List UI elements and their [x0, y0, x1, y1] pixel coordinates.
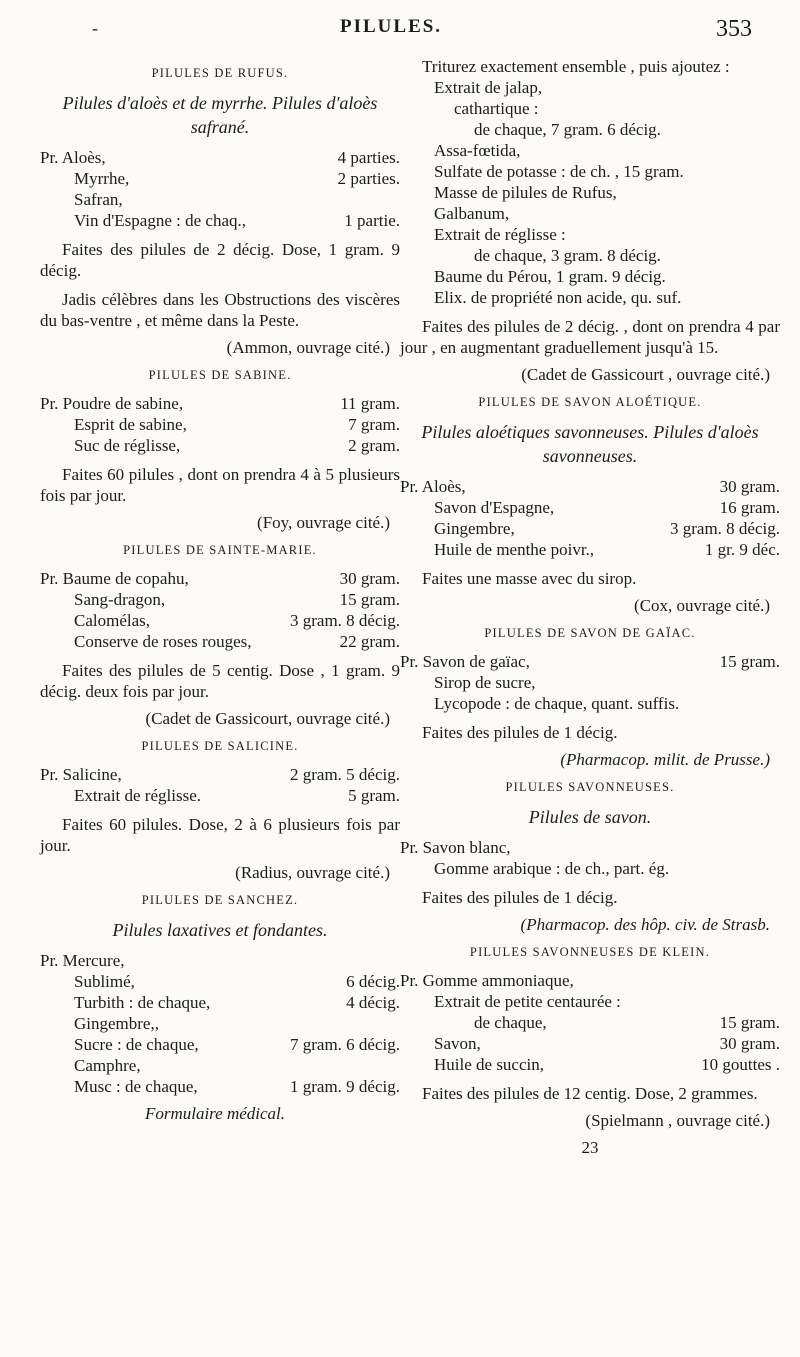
ingredient-line [40, 785, 400, 806]
section-savon-gaiac [400, 626, 780, 770]
ingredient-name: Gingembre, [434, 519, 515, 538]
section-title: PILULES SAVONNEUSES DE KLEIN. [469, 945, 711, 959]
ingredient-name: de chaque, 7 gram. 6 décig. [474, 120, 661, 139]
ingredient-name: Sublimé, [74, 972, 135, 991]
ingredient-name: Pr. Salicine, [40, 765, 122, 784]
ingredient-line [400, 98, 780, 119]
ingredient-name: Myrrhe, [74, 169, 130, 188]
paragraph: Faites une masse avec du sirop. [422, 569, 637, 588]
ingredient-name: Extrait de jalap, [434, 78, 543, 97]
ingredient-name: Baume du Pérou, 1 gram. 9 décig. [434, 267, 666, 286]
ingredient-qty: 4 décig. [346, 993, 400, 1012]
ingredient-qty: 7 gram. [348, 415, 400, 434]
ingredient-qty: 30 gram. [719, 1034, 780, 1053]
ingredient-line [400, 1012, 780, 1033]
ingredient-qty: 1 gr. 9 déc. [704, 540, 780, 559]
ingredient-line [400, 651, 780, 672]
ingredient-name: Suc de réglisse, [74, 436, 181, 455]
ingredient-name: Extrait de réglisse : [434, 225, 566, 244]
ingredient-qty: 11 gram. [340, 394, 400, 413]
ingredient-name: Camphre, [74, 1056, 141, 1075]
ingredient-line [400, 539, 780, 560]
section-sabine [40, 368, 400, 533]
section-title: PILULES DE SANCHEZ. [141, 893, 299, 907]
ingredient-name: Pr. Aloès, [40, 148, 106, 167]
source-citation: (Foy, ouvrage cité.) [257, 513, 390, 532]
ingredient-line [40, 435, 400, 456]
ingredient-line [400, 203, 780, 224]
paragraph: Faites des pilules de 1 décig. [422, 723, 618, 742]
section-sanchez-continued [400, 56, 780, 385]
ingredient-qty: 15 gram. [719, 1013, 780, 1032]
running-head-title: PILULES. [340, 16, 443, 37]
source-citation: (Cadet de Gassicourt , ouvrage cité.) [521, 365, 770, 384]
ingredient-name: Gomme arabique : de ch., part. ég. [434, 859, 670, 878]
paragraph: Faites des pilules de 1 décig. [422, 888, 618, 907]
section-subtitle: Pilules laxatives et fondantes. [112, 920, 328, 940]
ingredient-qty: 1 gram. 9 décig. [290, 1077, 400, 1096]
source-citation [40, 1103, 390, 1124]
ingredient-name: Savon, [434, 1034, 481, 1053]
ingredient-qty: 15 gram. [339, 590, 400, 609]
running-head [0, 14, 800, 44]
ingredient-line [400, 266, 780, 287]
section-savon-aloetique [400, 395, 780, 616]
source-citation: (Ammon, ouvrage cité.) [226, 338, 390, 357]
ingredient-name: Pr. Poudre de sabine, [40, 394, 184, 413]
source-text: Formulaire médical. [144, 1104, 286, 1123]
ingredient-qty: 2 gram. [348, 436, 400, 455]
ingredient-line [40, 414, 400, 435]
ingredient-qty: 3 gram. 8 décig. [670, 519, 780, 538]
section-title: PILULES DE SAVON ALOÉTIQUE. [478, 395, 702, 409]
ingredient-name: Pr. Savon de gaïac, [400, 652, 530, 671]
ingredient-line [400, 161, 780, 182]
printer-signature: 23 [581, 1138, 599, 1157]
running-head-dash: - [92, 18, 98, 38]
paragraph: Faites 60 pilules. Dose, 2 à 6 plusieurs fois par jour. [40, 815, 400, 855]
ingredient-name: Pr. Gomme ammoniaque, [400, 971, 574, 990]
ingredient-name: Safran, [74, 190, 123, 209]
source-citation [400, 749, 770, 770]
paragraph: Faites des pilules de 5 centig. Dose , 1 gram. 9 décig. deux fois par jour. [40, 661, 400, 701]
ingredient-name: Pr. Aloès, [400, 477, 466, 496]
ingredient-name: de chaque, [474, 1013, 547, 1032]
ingredient-line [40, 568, 400, 589]
ingredient-line [40, 589, 400, 610]
ingredient-line [40, 393, 400, 414]
ingredient-qty: 2 gram. 5 décig. [290, 765, 400, 784]
section-salicine [40, 739, 400, 883]
ingredient-line [40, 764, 400, 785]
ingredient-name: Huile de succin, [434, 1055, 544, 1074]
ingredient-qty: 30 gram. [719, 477, 780, 496]
section-subtitle: Pilules de savon. [528, 807, 652, 827]
ingredient-name: Gingembre,, [74, 1014, 159, 1033]
ingredient-qty: 30 gram. [339, 569, 400, 588]
ingredient-name: Sucre : de chaque, [74, 1035, 199, 1054]
section-sainte-marie [40, 543, 400, 729]
left-column [40, 56, 400, 1130]
section-subtitle: Pilules aloétiques savonneuses. Pilules d'aloès savonneuses. [421, 422, 759, 466]
ingredient-qty: 10 gouttes . [701, 1055, 780, 1074]
paragraph: Faites des pilules de 12 centig. Dose, 2 grammes. [422, 1084, 758, 1103]
ingredient-line [40, 1034, 400, 1055]
ingredient-name: Galbanum, [434, 204, 510, 223]
section-title: PILULES DE SALICINE. [141, 739, 299, 753]
section-klein [400, 945, 780, 1158]
ingredient-line [40, 631, 400, 652]
ingredient-line [400, 497, 780, 518]
ingredient-name: Elix. de propriété non acide, qu. suf. [434, 288, 682, 307]
source-citation [400, 914, 770, 935]
ingredient-line [400, 476, 780, 497]
ingredient-qty: 6 décig. [346, 972, 400, 991]
page-number: 353 [716, 16, 752, 42]
section-title: PILULES SAVONNEUSES. [505, 780, 675, 794]
ingredient-name: Turbith : de chaque, [74, 993, 211, 1012]
ingredient-qty: 1 partie. [344, 211, 400, 230]
source-citation: (Cadet de Gassicourt, ouvrage cité.) [145, 709, 390, 728]
ingredient-line [40, 189, 400, 210]
source-text: (Pharmacop. milit. de Prusse.) [560, 750, 770, 769]
ingredient-line [400, 858, 780, 879]
ingredient-line [400, 1033, 780, 1054]
ingredient-line [400, 182, 780, 203]
ingredient-line [40, 950, 400, 971]
ingredient-line [40, 147, 400, 168]
ingredient-name: Pr. Mercure, [40, 951, 125, 970]
ingredient-name: Pr. Savon blanc, [400, 838, 511, 857]
ingredient-line [400, 77, 780, 98]
ingredient-name: Sirop de sucre, [434, 673, 536, 692]
ingredient-name: Sulfate de potasse : de ch. , 15 gram. [434, 162, 684, 181]
ingredient-line [40, 610, 400, 631]
ingredient-name: Assa-fœtida, [434, 141, 521, 160]
paragraph: Jadis célèbres dans les Obstructions des viscères du bas-ventre , et même dans la Peste. [40, 290, 400, 330]
ingredient-qty: 3 gram. 8 décig. [290, 611, 400, 630]
ingredient-name: Sang-dragon, [74, 590, 166, 609]
ingredient-name: Musc : de chaque, [74, 1077, 198, 1096]
section-savonneuses [400, 780, 780, 935]
ingredient-name: cathartique : [454, 99, 539, 118]
ingredient-line [40, 1055, 400, 1076]
ingredient-line [400, 224, 780, 245]
ingredient-line [400, 518, 780, 539]
section-title: PILULES DE SAVON DE GAÏAC. [484, 626, 696, 640]
ingredient-line [400, 693, 780, 714]
source-citation: (Spielmann , ouvrage cité.) [585, 1111, 770, 1130]
ingredient-name: Extrait de petite centaurée : [434, 992, 621, 1011]
source-citation: (Cox, ouvrage cité.) [634, 596, 770, 615]
ingredient-line [400, 245, 780, 266]
ingredient-line [400, 1054, 780, 1075]
ingredient-name: Esprit de sabine, [74, 415, 187, 434]
ingredient-qty: 22 gram. [339, 632, 400, 651]
ingredient-qty: 7 gram. 6 décig. [290, 1035, 400, 1054]
ingredient-line [400, 287, 780, 308]
paragraph: Faites des pilules de 2 décig. , dont on prendra 4 par jour , en augmentant graduellement jusqu'à 15. [400, 317, 780, 357]
ingredient-qty: 16 gram. [719, 498, 780, 517]
ingredient-line [400, 991, 780, 1012]
section-sanchez [40, 893, 400, 1124]
ingredient-line [400, 140, 780, 161]
source-citation: (Radius, ouvrage cité.) [235, 863, 390, 882]
ingredient-line [400, 672, 780, 693]
section-rufus [40, 66, 400, 358]
ingredient-qty: 4 parties. [337, 148, 400, 167]
section-title: PILULES DE RUFUS. [151, 66, 289, 80]
ingredient-line [400, 970, 780, 991]
ingredient-line [40, 1076, 400, 1097]
ingredient-line [400, 119, 780, 140]
section-subtitle: Pilules d'aloès et de myrrhe. Pilules d'aloès safrané. [62, 93, 378, 137]
paragraph: Faites 60 pilules , dont on prendra 4 à 5 plusieurs fois par jour. [40, 465, 400, 505]
source-text: (Pharmacop. des hôp. civ. de Strasb. [520, 915, 770, 934]
ingredient-name: de chaque, 3 gram. 8 décig. [474, 246, 661, 265]
ingredient-name: Vin d'Espagne : de chaq., [74, 211, 246, 230]
ingredient-name: Pr. Baume de copahu, [40, 569, 189, 588]
ingredient-line [400, 837, 780, 858]
ingredient-qty: 5 gram. [348, 786, 400, 805]
ingredient-name: Conserve de roses rouges, [74, 632, 252, 651]
paragraph: Faites des pilules de 2 décig. Dose, 1 gram. 9 décig. [40, 240, 400, 280]
ingredient-qty: 15 gram. [719, 652, 780, 671]
paragraph: Triturez exactement ensemble , puis ajoutez : [422, 57, 730, 76]
ingredient-name: Masse de pilules de Rufus, [434, 183, 617, 202]
ingredient-line [40, 971, 400, 992]
ingredient-line [40, 210, 400, 231]
ingredient-name: Huile de menthe poivr., [434, 540, 595, 559]
ingredient-name: Extrait de réglisse. [74, 786, 201, 805]
ingredient-line [40, 992, 400, 1013]
section-title: PILULES DE SABINE. [148, 368, 292, 382]
ingredient-line [40, 168, 400, 189]
right-column [400, 56, 780, 1158]
ingredient-qty: 2 parties. [337, 169, 400, 188]
ingredient-line [40, 1013, 400, 1034]
ingredient-name: Savon d'Espagne, [434, 498, 555, 517]
section-title: PILULES DE SAINTE-MARIE. [123, 543, 317, 557]
ingredient-name: Calomélas, [74, 611, 151, 630]
ingredient-name: Lycopode : de chaque, quant. suffis. [434, 694, 680, 713]
